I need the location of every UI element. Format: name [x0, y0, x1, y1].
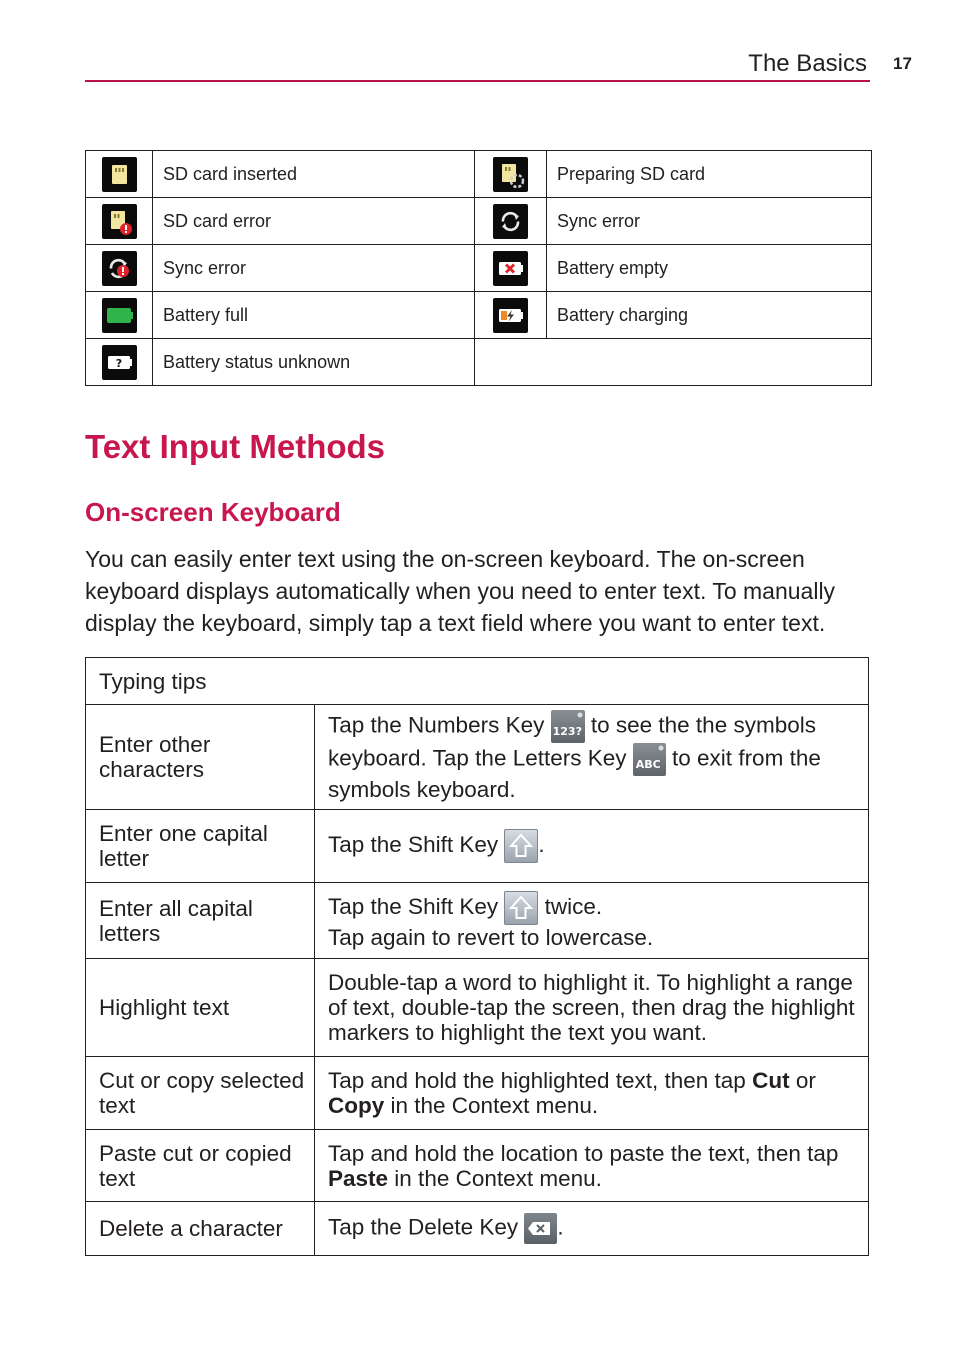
table-row	[86, 810, 869, 883]
icon-label: Preparing SD card	[547, 151, 872, 198]
table-row	[86, 245, 872, 292]
table-row	[86, 1130, 869, 1202]
table-row	[86, 151, 872, 198]
table-row	[86, 959, 869, 1057]
icon-label: Battery empty	[547, 245, 872, 292]
shift-key-icon	[504, 829, 538, 863]
sd-card-error-icon	[102, 204, 137, 239]
typing-tips-table	[85, 657, 869, 1256]
preparing-sd-card-icon	[493, 157, 528, 192]
tip-name: Enter other characters	[86, 705, 315, 810]
table-row	[86, 292, 872, 339]
header-section-title: The Basics	[748, 50, 867, 77]
icon-label: Battery full	[153, 292, 475, 339]
letters-key-icon: ABC	[633, 743, 666, 776]
menu-option-copy: Copy	[328, 1093, 385, 1118]
table-header: Typing tips	[86, 658, 869, 705]
section-title: Text Input Methods	[85, 428, 386, 465]
numbers-key-icon: 123?	[551, 710, 585, 743]
tip-description: Double-tap a word to highlight it. To highlight a range of text, double-tap the screen, then drag the highlight markers to highlight the text you want.	[315, 959, 869, 1057]
icon-label: Sync error	[547, 198, 872, 245]
table-row	[86, 198, 872, 245]
tip-description: Tap the Shift Key twice. Tap again to revert to lowercase.	[315, 883, 869, 959]
shift-key-icon	[504, 891, 538, 925]
delete-key-icon	[524, 1213, 557, 1244]
tip-name: Enter one capital letter	[86, 810, 315, 883]
battery-unknown-icon	[102, 345, 137, 380]
battery-empty-icon	[493, 251, 528, 286]
svg-text:?: ?	[115, 356, 122, 370]
sync-error-icon	[102, 251, 137, 286]
sync-icon	[493, 204, 528, 239]
icon-label: SD card error	[153, 198, 475, 245]
tip-name: Cut or copy selected text	[86, 1057, 315, 1130]
tip-name: Delete a character	[86, 1202, 315, 1256]
tip-name: Enter all capital letters	[86, 883, 315, 959]
tip-name: Paste cut or copied text	[86, 1130, 315, 1202]
tip-name: Highlight text	[86, 959, 315, 1057]
sd-card-inserted-icon	[102, 157, 137, 192]
table-row	[86, 1202, 869, 1256]
tip-description: Tap the Delete Key .	[315, 1202, 869, 1256]
table-row	[86, 339, 872, 386]
menu-option-cut: Cut	[752, 1068, 790, 1093]
table-row	[86, 1057, 869, 1130]
table-header-row	[86, 658, 869, 705]
tip-description: Tap the Shift Key .	[315, 810, 869, 883]
table-row	[86, 883, 869, 959]
table-row	[86, 705, 869, 810]
tip-description: Tap and hold the highlighted text, then tap Cut or Copy in the Context menu.	[315, 1057, 869, 1130]
subsection-title: On-screen Keyboard	[85, 497, 341, 527]
tip-description: Tap the Numbers Key 123? to see the the symbols keyboard. Tap the Letters Key ABC to exit from the symbols keyboard.	[315, 705, 869, 810]
header-divider	[85, 80, 870, 82]
menu-option-paste: Paste	[328, 1165, 389, 1191]
page-number: 17	[893, 54, 912, 73]
icon-label: Sync error	[153, 245, 475, 292]
status-icon-table	[85, 150, 872, 386]
tip-description: Tap and hold the location to paste the text, then tap Paste in the Context menu.	[315, 1130, 869, 1202]
intro-paragraph: You can easily enter text using the on-screen keyboard. The on-screen keyboard displays automatically when you need to enter text. To manually display the keyboard, simply tap a text field where you want to enter text.	[85, 546, 836, 636]
icon-label: SD card inserted	[153, 151, 475, 198]
battery-full-icon	[102, 298, 137, 333]
battery-charging-icon	[493, 298, 528, 333]
icon-label: Battery status unknown	[153, 339, 475, 386]
empty-cell	[475, 339, 872, 386]
icon-label: Battery charging	[547, 292, 872, 339]
